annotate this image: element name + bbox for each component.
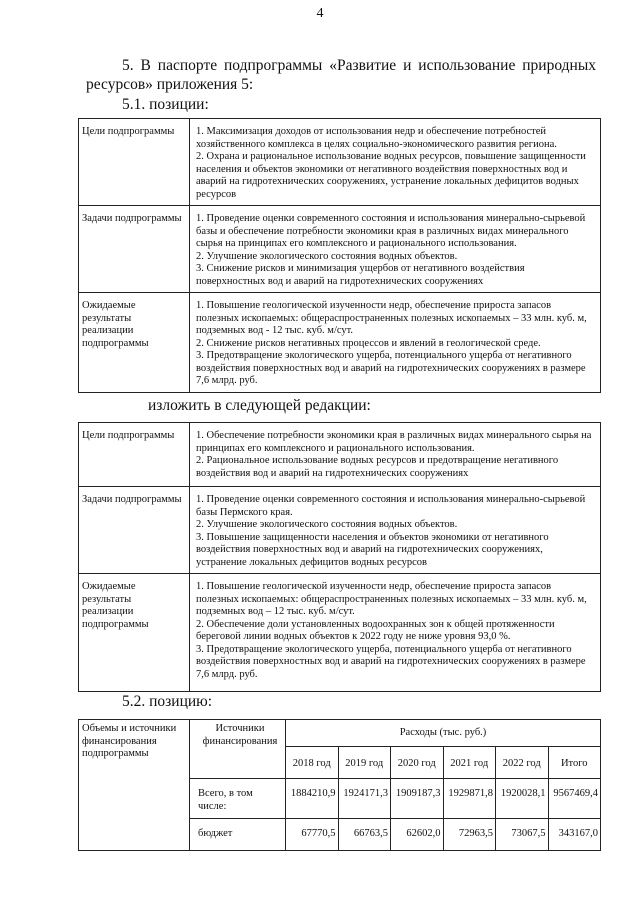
table-row [79, 574, 601, 692]
section-5-1-heading: 5.1. позиции: [122, 96, 209, 113]
row-line: 2. Охрана и рациональное использование водных ресурсов, повышение защищенности населения и объектов экономики от негативного воздействия поверхностных вод и аварий на гидротехнических сооружениях, устранение локальных дефицитов водных ресурсов [196, 151, 586, 200]
row-line: 2. Улучшение экологического состояния водных объектов. [196, 519, 458, 530]
table-row [79, 119, 601, 206]
value-cell: 343167,0 [548, 819, 601, 851]
row-line: 3. Предотвращение экологического ущерба, потенциального ущерба от негативного воздействия поверхностных вод и аварий на гидротехнических сооружениях в размере 7,6 млрд. руб. [196, 350, 586, 386]
value-cell: 72963,5 [443, 819, 496, 851]
table-row [79, 720, 601, 747]
row-label: Задачи подпрограммы [79, 487, 190, 574]
source-cell: Всего, в том числе: [190, 779, 286, 819]
total-header: Итого [548, 746, 601, 779]
sources-header: Источники финансирования [190, 720, 286, 779]
row-label: Ожидаемые результаты реализации подпрограммы [79, 574, 190, 692]
row-line: 2. Улучшение экологического состояния водных объектов. [196, 250, 458, 262]
row-line: 1. Проведение оценки современного состояния и использования минерально-сырьевой базы Пермского края. [196, 494, 586, 518]
spending-header: Расходы (тыс. руб.) [286, 720, 601, 747]
value-cell: 1929871,8 [443, 779, 496, 819]
row-content [190, 574, 601, 692]
row-line: 1. Максимизация доходов от использования недр и обеспечение потребностей хозяйственного комплекса в целях социально-экономического развития региона. [196, 126, 557, 150]
value-cell: 67770,5 [286, 819, 339, 851]
value-cell: 73067,5 [496, 819, 549, 851]
row-content [190, 423, 601, 487]
row-content [190, 487, 601, 574]
year-header: 2021 год [443, 746, 496, 779]
old-passport-table [78, 118, 601, 393]
table-row [79, 206, 601, 293]
intro-paragraph: 5. В паспорте подпрограммы «Развитие и использование природных ресурсов» приложения 5: [86, 57, 596, 93]
value-cell: 66763,5 [338, 819, 391, 851]
source-cell: бюджет [190, 819, 286, 851]
table-row [79, 293, 601, 393]
value-cell: 1924171,3 [338, 779, 391, 819]
row-content [190, 206, 601, 293]
financing-table [78, 719, 601, 851]
row-content [190, 119, 601, 206]
row-content [190, 293, 601, 393]
year-header: 2020 год [391, 746, 444, 779]
new-passport-table [78, 422, 601, 692]
row-line: 1. Проведение оценки современного состояния и использования минерально-сырьевой базы и обеспечение потребности экономики края в различных видах минерального сырья на принципах его комплексного и рационального использования. [196, 213, 586, 249]
row-line: 3. Предотвращение экологического ущерба, потенциального ущерба от негативного воздействия поверхностных вод и аварий на гидротехнических сооружениях в размере 7,6 млрд. руб. [196, 643, 586, 680]
section-5-2-heading: 5.2. позицию: [122, 693, 213, 710]
value-cell: 1884210,9 [286, 779, 339, 819]
value-cell: 1909187,3 [391, 779, 444, 819]
row-line: 1. Повышение геологической изученности недр, обеспечение прироста запасов полезных ископаемых: общераспространенных полезных ископаемых – 33 млн. куб. м, подземных вод - 12 тыс. куб. м/сут. [196, 300, 587, 336]
year-header: 2019 год [338, 746, 391, 779]
row-label: Цели подпрограммы [79, 423, 190, 487]
row-line: 2. Обеспечение доли установленных водоохранных зон к общей протяженности береговой линии водных объектов к 2022 году не ниже уровня 93,0 %. [196, 618, 555, 642]
table-row [79, 423, 601, 487]
row-line: 1. Обеспечение потребности экономики края в различных видах минерального сырья на принципах его комплексного и рационального использования. [196, 430, 592, 454]
row-line: 1. Повышение геологической изученности недр, обеспечение прироста запасов полезных ископаемых: общераспространенных полезных ископаемых – 33 млн. куб. м, подземных вод – 12 тыс. куб. м/сут. [196, 581, 587, 617]
value-cell: 62602,0 [391, 819, 444, 851]
value-cell: 1920028,1 [496, 779, 549, 819]
row-line: 2. Рациональное использование водных ресурсов и предотвращение негативного воздействия вод и аварий на гидротехнических сооружениях [196, 455, 559, 479]
row-line: 3. Повышение защищенности населения и объектов экономики от негативного воздействия поверхностных вод и аварий на гидротехнических сооружениях, устранение локальных дефицитов водных ресурсов [196, 531, 549, 568]
row-label: Задачи подпрограммы [79, 206, 190, 293]
row-line: 2. Снижение рисков негативных процессов и явлений в геологической среде. [196, 337, 541, 349]
financing-label: Объемы и источники финансирования подпрограммы [79, 720, 190, 851]
year-header: 2022 год [496, 746, 549, 779]
row-label: Цели подпрограммы [79, 119, 190, 206]
page-number: 4 [316, 6, 324, 21]
row-line: 3. Снижение рисков и минимизация ущербов от негативного воздействия поверхностных вод и аварий на гидротехнических сооружениях [196, 263, 525, 287]
row-label: Ожидаемые результаты реализации подпрограммы [79, 293, 190, 393]
replacement-heading: изложить в следующей редакции: [148, 397, 371, 414]
value-cell: 9567469,4 [548, 779, 601, 819]
year-header: 2018 год [286, 746, 339, 779]
table-row [79, 487, 601, 574]
